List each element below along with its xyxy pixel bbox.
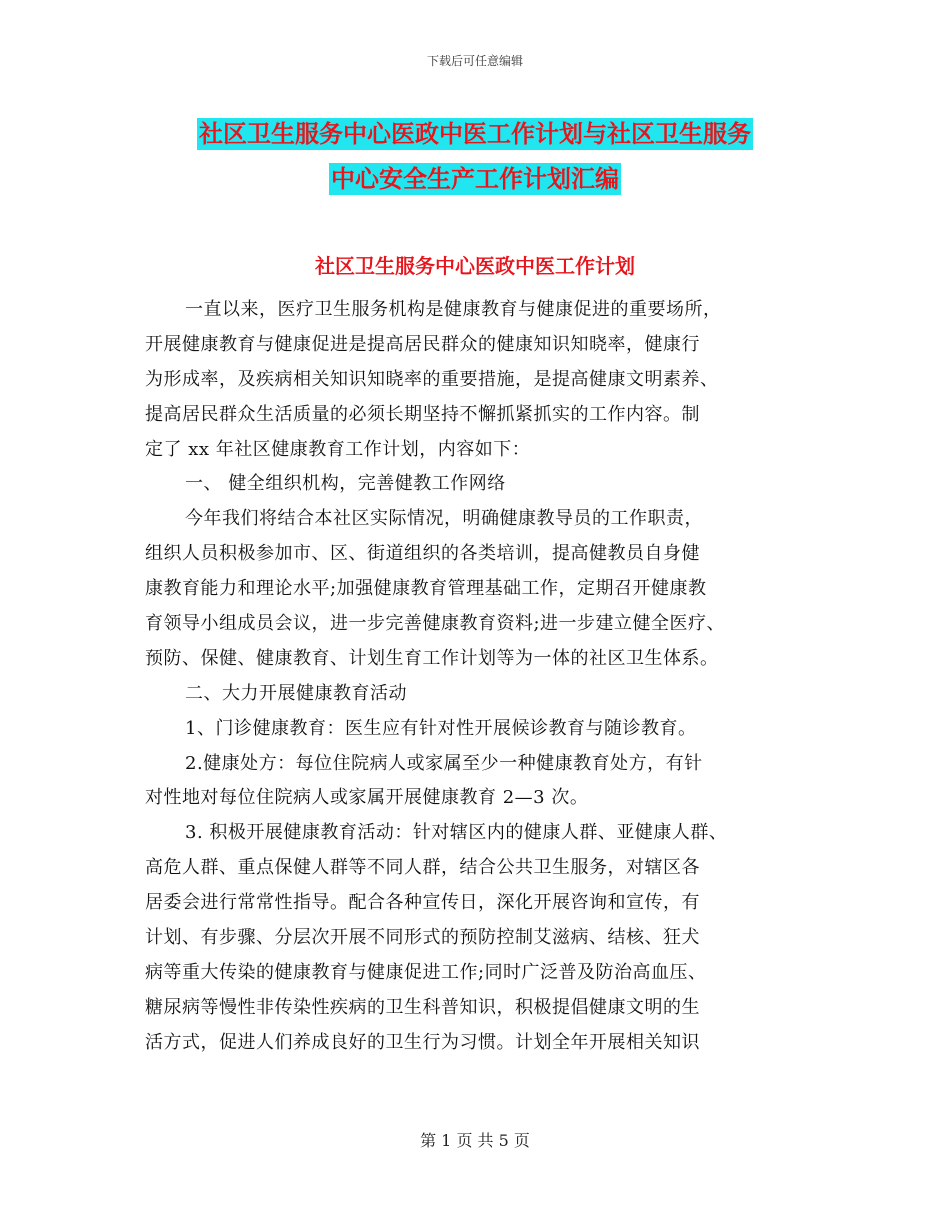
paragraph-line: 对性地对每位住院病人或家属开展健康教育 2—3 次。 bbox=[145, 787, 589, 809]
title-line-1: 社区卫生服务中心医政中医工作计划与社区卫生服务 bbox=[199, 120, 751, 148]
paragraph-line: 活方式，促进人们养成良好的卫生行为习惯。计划全年开展相关知识 bbox=[145, 1031, 700, 1053]
paragraph-line: 1、门诊健康教育：医生应有针对性开展候诊教育与随诊教育。 bbox=[185, 717, 697, 739]
paragraph-line: 预防、保健、健康教育、计划生育工作计划等为一体的社区卫生体系。 bbox=[145, 647, 719, 669]
heading-line: 一、 健全组织机构，完善健教工作网络 bbox=[185, 473, 506, 495]
paragraph-line: 病等重大传染的健康教育与健康促进工作;同时广泛普及防治高血压、 bbox=[145, 961, 707, 983]
paragraph-line: 育领导小组成员会议，进一步完善健康教育资料;进一步建立健全医疗、 bbox=[145, 613, 726, 635]
paragraph-line: 一直以来，医疗卫生服务机构是健康教育与健康促进的重要场所， bbox=[185, 299, 722, 320]
document-title bbox=[0, 112, 950, 202]
paragraph-line: 高危人群、重点保健人群等不同人群，结合公共卫生服务，对辖区各 bbox=[145, 857, 700, 879]
paragraph-line: 组织人员积极参加市、区、街道组织的各类培训，提高健教员自身健 bbox=[145, 543, 700, 565]
paragraph-line: 康教育能力和理论水平;加强健康教育管理基础工作，定期召开健康教 bbox=[145, 578, 707, 600]
paragraph-line: 为形成率，及疾病相关知识知晓率的重要措施，是提高健康文明素养、 bbox=[145, 368, 719, 390]
section-title: 社区卫生服务中心医政中医工作计划 bbox=[315, 254, 635, 278]
body-text bbox=[145, 293, 825, 1061]
page-footer: 第 1 页 共 5 页 bbox=[420, 1131, 530, 1150]
paragraph-line: 2.健康处方：每位住院病人或家属至少一种健康教育处方，有针 bbox=[185, 752, 703, 774]
paragraph-line: 居委会进行常常性指导。配合各种宣传日，深化开展咨询和宣传，有 bbox=[145, 892, 700, 914]
paragraph-line: 今年我们将结合本社区实际情况，明确健康教导员的工作职责， bbox=[185, 508, 703, 530]
paragraph-line: 3. 积极开展健康教育活动：针对辖区内的健康人群、亚健康人群、 bbox=[185, 822, 728, 844]
paragraph-line: 糖尿病等慢性非传染性疾病的卫生科普知识，积极提倡健康文明的生 bbox=[145, 996, 700, 1018]
paragraph-line: 计划、有步骤、分层次开展不同形式的预防控制艾滋病、结核、狂犬 bbox=[145, 927, 700, 949]
header-note: 下载后可任意编辑 bbox=[426, 54, 523, 68]
title-line-2: 中心安全生产工作计划汇编 bbox=[331, 165, 619, 193]
paragraph-line: 开展健康教育与健康促进是提高居民群众的健康知识知晓率，健康行 bbox=[145, 333, 700, 355]
paragraph-line: 提高居民群众生活质量的必须长期坚持不懈抓紧抓实的工作内容。制 bbox=[145, 403, 700, 425]
paragraph-line: 定了 xx 年社区健康教育工作计划，内容如下： bbox=[145, 438, 531, 460]
heading-line: 二、大力开展健康教育活动 bbox=[185, 682, 407, 704]
